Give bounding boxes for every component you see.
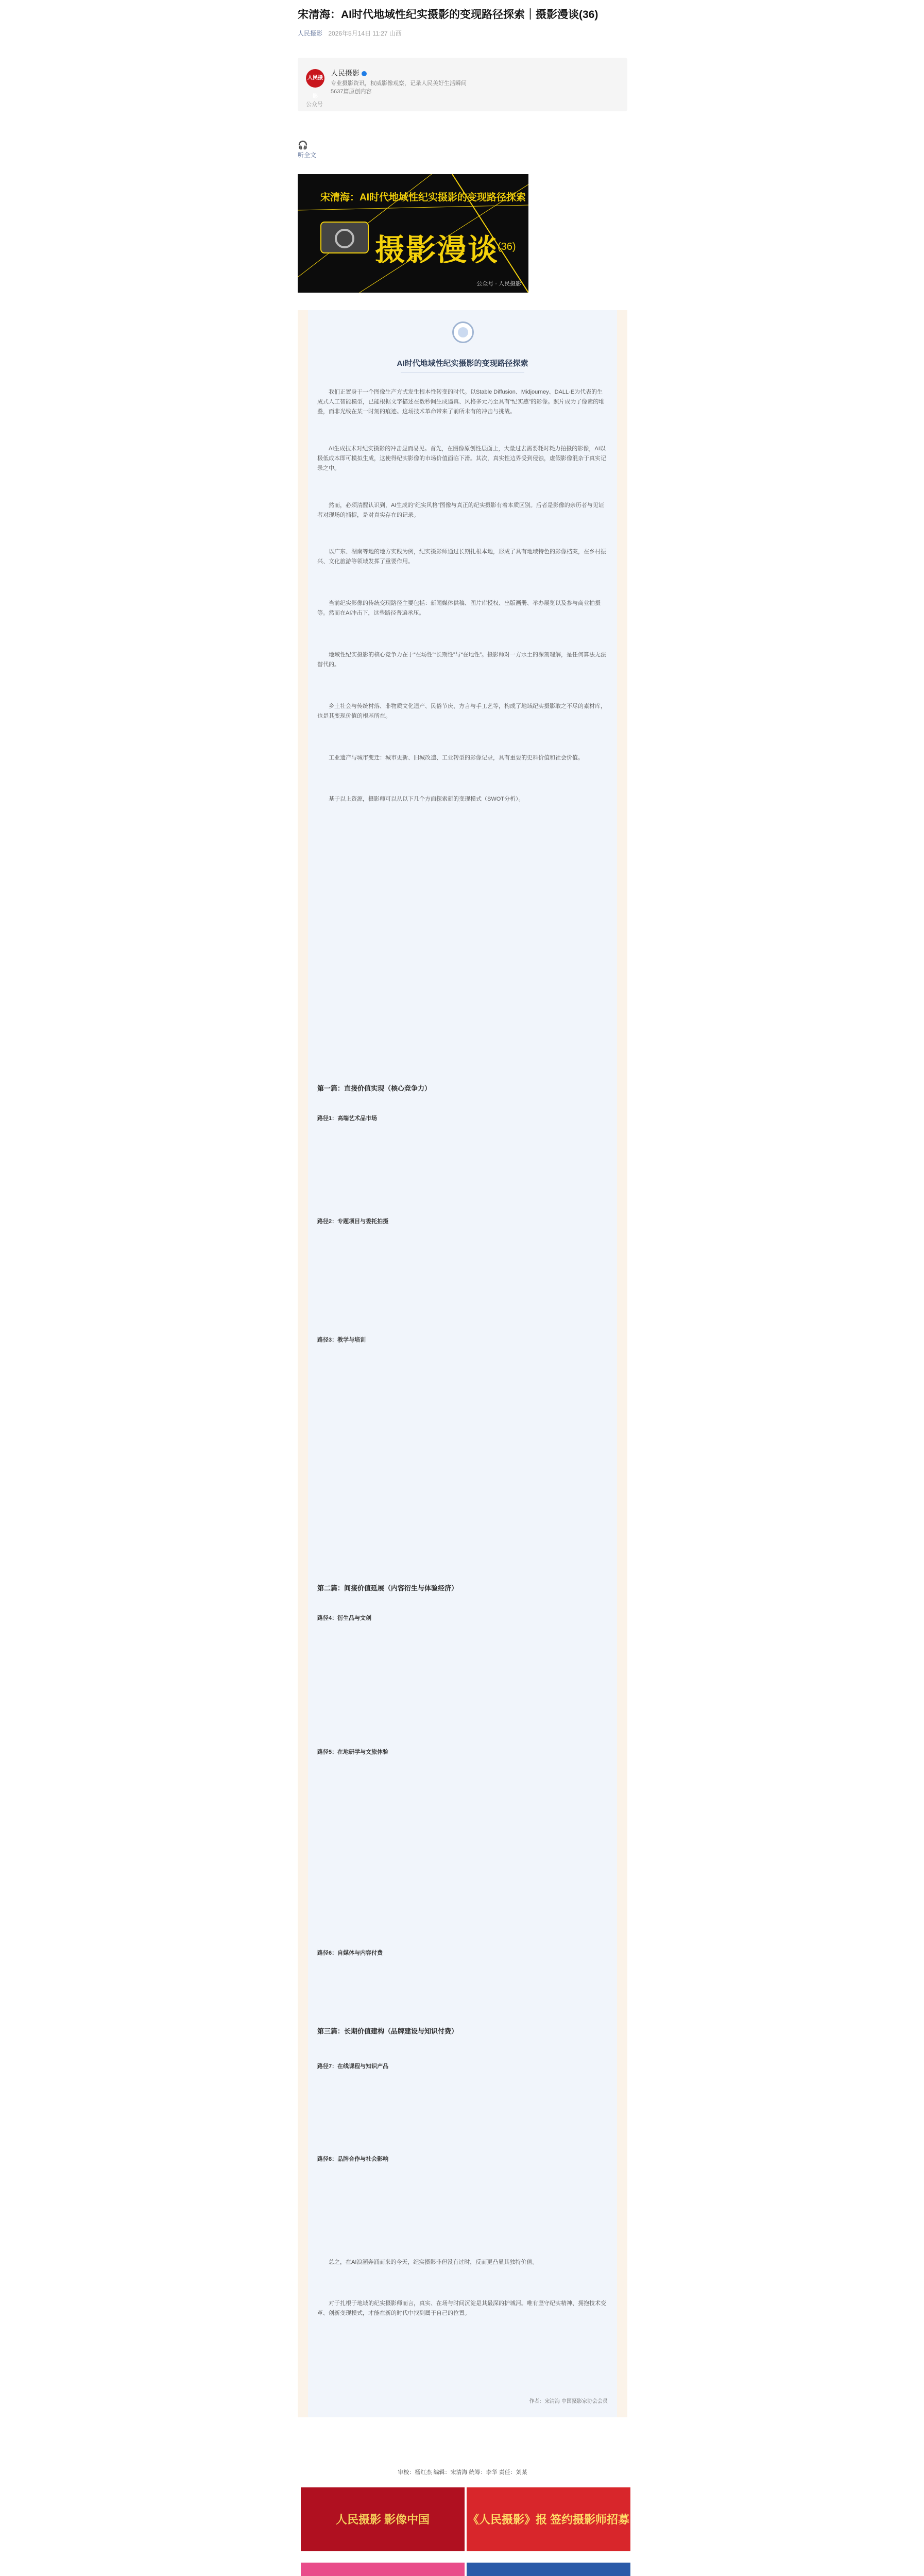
article-meta <box>298 29 627 38</box>
paragraph: 总之，在AI浪潮奔涌而来的今天，纪实摄影非但没有过时，反而更凸显其独特价值。 <box>329 2259 538 2265</box>
account-logo: 人民摄影 <box>306 69 324 88</box>
article-body <box>298 310 627 2417</box>
paragraph: 对于扎根于地域的纪实摄影师而言，真实、在场与时间沉淀是其最深的护城河。唯有坚守纪实精神、拥抱技术变革、创新变现模式，才能在新的时代中找到属于自己的位置。 <box>317 2300 606 2316</box>
section-heading: 第一篇：直接价值实现（核心竞争力） <box>317 1084 432 1092</box>
cover-credit: 公众号 · 人民摄影 <box>476 281 521 287</box>
publish-date: 2026年5月14日 11:27 山西 <box>328 30 402 37</box>
paragraph: 当前纪实影像的传统变现路径主要包括：新闻媒体供稿、图片库授权、出版画册、举办展览以及参与商业拍摄等。然而在AI冲击下，这些路径普遍承压。 <box>317 600 601 616</box>
sub-heading: 路径3：教学与培训 <box>317 1337 366 1343</box>
ad-banner-3[interactable] <box>301 2563 465 2576</box>
paragraph: 地域性纪实摄影的核心竞争力在于“在场性”“长期性”与“在地性”。摄影师对一方水土的深刻理解，是任何算法无法替代的。 <box>317 652 606 668</box>
article-title: 宋清海：AI时代地域性纪实摄影的变现路径探索｜摄影漫谈(36) <box>298 9 598 21</box>
source-link[interactable]: 人民摄影 <box>298 30 323 37</box>
emblem-icon <box>452 321 474 343</box>
sub-heading: 路径8：品牌合作与社会影响 <box>317 2156 389 2162</box>
account-footer: 公众号 <box>306 101 323 108</box>
paragraph: AI生成技术对纪实摄影的冲击显而易见。首先，在图像原创性层面上，大量过去需要耗时耗力拍摄的影像，AI以极低成本即可模拟生成，这使得纪实影像的市场价值面临下滑。其次，真实性边界受到侵蚀，虚假影像混杂于真实记录之中。 <box>317 446 606 471</box>
paragraph: 基于以上资源，摄影师可以从以下几个方面探索新的变现模式（SWOT分析）。 <box>329 796 524 802</box>
sub-heading: 路径7：在线课程与知识产品 <box>317 2063 389 2070</box>
account-desc: 专业摄影资讯，权威影像观察，记录人民美好生活瞬间 5637篇原创内容 <box>331 80 467 95</box>
camera-icon <box>320 222 369 253</box>
paragraph: 工业遗产与城市变迁：城市更新、旧城改造、工业转型的影像记录，具有重要的史料价值和社会价值。 <box>329 755 584 761</box>
paragraph: 我们正置身于一个图像生产方式发生根本性转变的时代。以Stable Diffusion、Midjourney、DALL·E为代表的生成式人工智能模型，已能根据文字描述在数秒间生成逼真、风格多元乃至具有“纪实感”的影像。照片成为了像素的堆叠，而非光线在某一时刻的痕迹。这场技术革命带来了前所未有的冲击与挑战。 <box>317 389 605 415</box>
sub-heading: 路径4：衍生品与文创 <box>317 1615 372 1621</box>
cover-big-text: 摄影漫谈 <box>375 233 499 267</box>
paragraph: 然而，必须清醒认识到，AI生成的“纪实风格”图像与真正的纪实摄影有着本质区别。后者是影像的亲历者与见证者对现场的捕捉，是对真实存在的记录。 <box>317 502 604 518</box>
account-name: 人民摄影 <box>331 68 367 78</box>
listen-button[interactable]: 🎧 听全文 <box>298 141 317 159</box>
verified-icon <box>362 71 367 76</box>
ad-banner-4[interactable] <box>467 2563 630 2576</box>
sub-heading: 路径5：在地研学与文旅体验 <box>317 1749 389 1755</box>
cover-image <box>298 174 528 293</box>
editor-line: 审校：杨红杰 编辑：宋清海 统筹：李华 责任：刘某 <box>398 2469 527 2476</box>
cover-title: 宋清海：AI时代地域性纪实摄影的变现路径探索 <box>320 192 526 203</box>
sub-heading: 路径2：专题项目与委托拍摄 <box>317 1218 389 1225</box>
section-heading: 第二篇：间接价值延展（内容衍生与体验经济） <box>317 1584 458 1592</box>
article-inner-title: AI时代地域性纪实摄影的变现路径探索 <box>397 359 528 368</box>
account-card[interactable] <box>298 58 627 111</box>
headphones-icon: 🎧 <box>298 141 308 150</box>
byline: 作者：宋清海 中国摄影家协会会员 <box>529 2399 608 2404</box>
section-heading: 第三篇：长期价值建构（品牌建设与知识付费） <box>317 2027 458 2035</box>
paragraph: 以广东、湖南等地的地方实践为例，纪实摄影师通过长期扎根本地，形成了具有地域特色的影像档案，在乡村振兴、文化旅游等领域发挥了重要作用。 <box>317 549 606 565</box>
ad-banner-2[interactable]: 《人民摄影》报 签约摄影师招募 <box>467 2487 630 2551</box>
cover-number: (36) <box>498 241 516 252</box>
ad-banner-1[interactable]: 人民摄影 影像中国 <box>301 2487 465 2551</box>
paragraph: 乡土社会与传统村落、非物质文化遗产、民俗节庆、方言与手工艺等，构成了地域纪实摄影取之不尽的素材库，也是其变现价值的根基所在。 <box>317 703 606 719</box>
sub-heading: 路径1：高端艺术品市场 <box>317 1115 378 1122</box>
sub-heading: 路径6：自媒体与内容付费 <box>317 1950 383 1956</box>
